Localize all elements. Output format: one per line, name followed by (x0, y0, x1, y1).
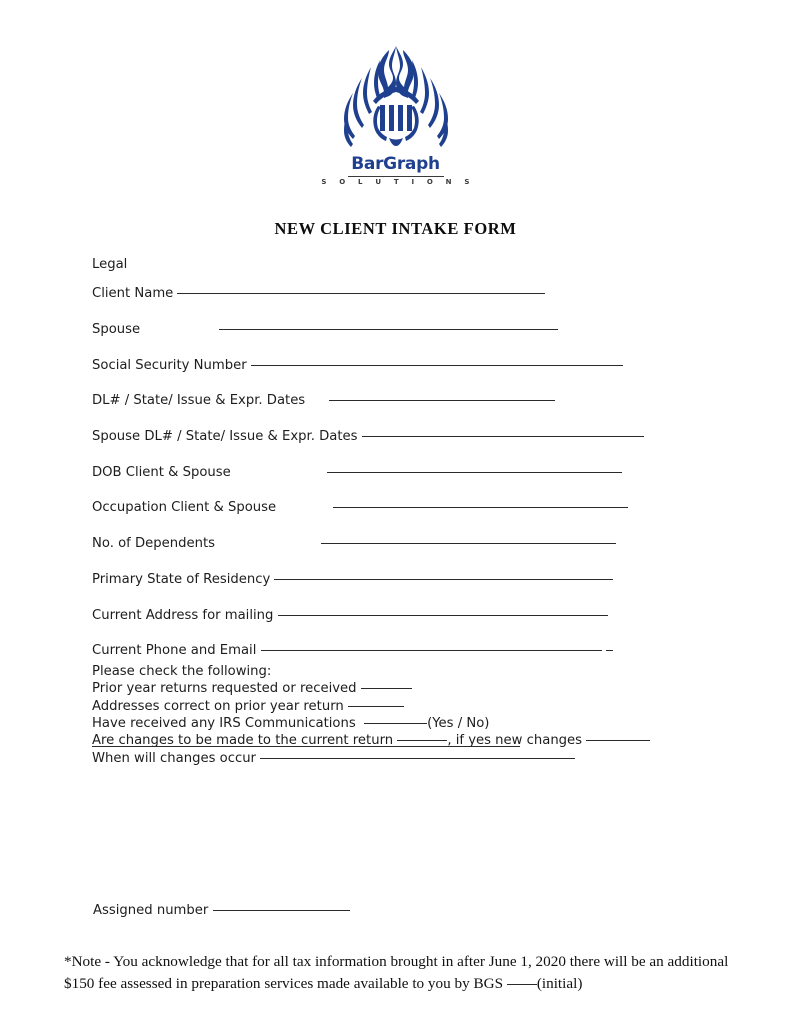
form-field-line-trailing[interactable] (606, 650, 613, 651)
footer-note-line-2 (64, 973, 754, 995)
form-field-line[interactable] (362, 436, 644, 437)
checklist-item-list (92, 680, 652, 749)
spacer (92, 622, 652, 645)
when-changes-occur-row (92, 750, 652, 767)
spacer (92, 586, 652, 609)
footer-note-line-2-before: $150 fee assessed in preparation services made available to you by BGS (64, 974, 507, 992)
checklist-item-row (92, 698, 652, 715)
checklist-item-line[interactable] (364, 723, 427, 724)
form-field-line[interactable] (219, 329, 558, 330)
brand-logo (0, 38, 791, 186)
legal-heading-row (92, 258, 652, 271)
spacer (92, 372, 652, 395)
form-field-row (92, 394, 652, 407)
form-field-row (92, 537, 652, 550)
form-field-label: DL# / State/ Issue & Expr. Dates (92, 393, 306, 409)
spacer (92, 336, 652, 359)
form-field-label: Primary State of Residency (92, 571, 275, 587)
assigned-number-row (93, 903, 350, 918)
assigned-number-line[interactable] (213, 910, 350, 911)
form-field-row (92, 573, 652, 586)
form-field-line[interactable] (261, 650, 602, 651)
form-field-line[interactable] (251, 365, 623, 366)
form-field-line[interactable] (177, 293, 545, 294)
form-field-label: DOB Client & Spouse (92, 464, 231, 480)
form-field-line[interactable] (329, 400, 555, 401)
logo-divider (348, 176, 444, 177)
form-field-label: Client Name (92, 286, 178, 302)
checklist-item-line[interactable] (361, 688, 412, 689)
form-field-label: Occupation Client & Spouse (92, 500, 277, 516)
form-field-line[interactable] (333, 507, 628, 508)
form-field-row (92, 466, 652, 479)
form-field-label: Social Security Number (92, 357, 251, 373)
spacer (92, 515, 652, 538)
form-field-label: Spouse DL# / State/ Issue & Expr. Dates (92, 429, 362, 445)
checklist-item-line[interactable] (348, 706, 404, 707)
field-row-list (92, 287, 652, 657)
form-field-label: Current Address for mailing (92, 607, 278, 623)
form-field-label: Current Phone and Email (92, 643, 261, 659)
form-field-row (92, 430, 652, 443)
form-field-row (92, 287, 652, 300)
footer-note-line-2-after: (initial) (536, 974, 583, 992)
spacer (92, 271, 652, 287)
footer-note (64, 951, 754, 994)
checklist-heading: Please check the following: (92, 664, 272, 679)
checklist-item-suffix: (Yes / No) (427, 715, 490, 731)
form-field-row (92, 501, 652, 514)
footer-note-line-1: *Note - You acknowledge that for all tax information brought in after June 1, 2020 there will be an additional (64, 953, 729, 970)
legal-label: Legal (92, 257, 128, 272)
form-field-row (92, 359, 652, 372)
checklist-item-label: Have received any IRS Communications (92, 715, 365, 731)
page-title: NEW CLIENT INTAKE FORM (274, 219, 517, 238)
checklist-item-line[interactable] (397, 740, 447, 741)
initial-line[interactable] (507, 984, 537, 985)
lion-head-crest-icon (340, 38, 452, 152)
spacer (92, 550, 652, 573)
checklist-heading-row (92, 663, 652, 680)
checklist-item-label: Addresses correct on prior year return (92, 698, 348, 714)
checklist-item-suffix: , if yes new changes (447, 733, 587, 749)
form-field-line[interactable] (321, 543, 616, 544)
continuation-write-in-line[interactable] (92, 746, 520, 747)
intake-form-fields (92, 258, 652, 657)
form-field-line[interactable] (327, 472, 622, 473)
form-field-line[interactable] (278, 615, 608, 616)
checklist-section (92, 663, 652, 768)
when-changes-occur-label: When will changes occur (92, 751, 261, 767)
form-field-label: No. of Dependents (92, 536, 215, 552)
checklist-item-row (92, 680, 652, 697)
form-field-row (92, 609, 652, 622)
checklist-item-line-secondary[interactable] (586, 740, 650, 741)
spacer (92, 300, 652, 323)
spacer (92, 479, 652, 502)
form-field-row (92, 644, 652, 657)
form-field-line[interactable] (274, 579, 613, 580)
checklist-item-label: Prior year returns requested or received (92, 681, 361, 697)
form-field-row (92, 323, 652, 336)
checklist-item-row (92, 715, 652, 732)
when-changes-occur-line[interactable] (260, 758, 575, 759)
logo-wordmark: BarGraph (351, 154, 440, 174)
logo-tagline: S O L U T I O N S (321, 178, 475, 186)
checklist-item-label: Are changes to be made to the current return (92, 733, 398, 749)
spacer (92, 408, 652, 431)
assigned-number-label: Assigned number (93, 903, 213, 918)
spacer (92, 443, 652, 466)
form-field-label: Spouse (92, 321, 141, 337)
